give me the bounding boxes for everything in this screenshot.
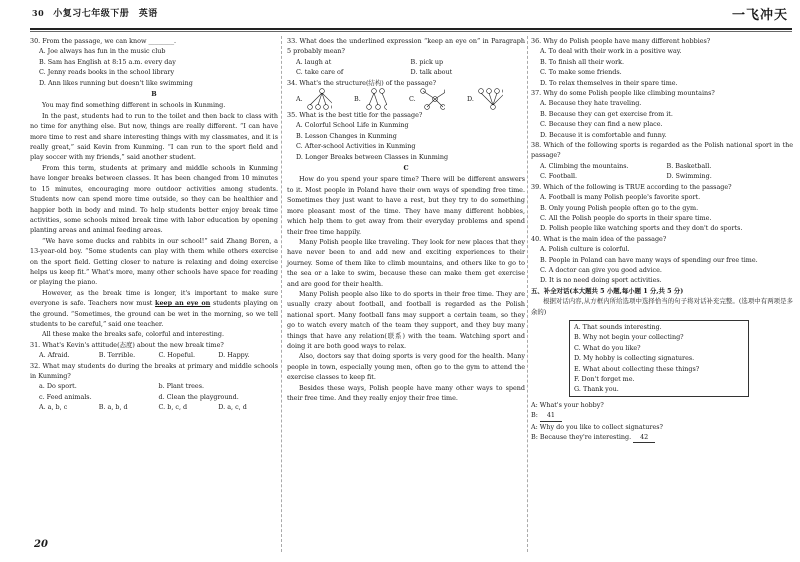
options-row bbox=[30, 402, 278, 412]
option: A. Climbing the mountains. bbox=[540, 161, 629, 170]
question-31: 31. What's Kevin's attitude(态度) about the new break time? bbox=[30, 340, 224, 349]
option-label: A. bbox=[296, 94, 303, 103]
dialog-line bbox=[531, 410, 793, 421]
options-row bbox=[287, 67, 525, 77]
options-row bbox=[287, 57, 525, 67]
text: students playing on the ground. “Sometimes, the ground can be wet in the morning, so we tell students to be careful,” said one teacher. bbox=[30, 299, 278, 328]
tree-diagram-b bbox=[363, 88, 387, 110]
options-row bbox=[531, 171, 793, 181]
option: C. After-school Activities in Kunming bbox=[296, 142, 416, 151]
option: D. Happy. bbox=[218, 351, 250, 360]
option: C. To make some friends. bbox=[540, 68, 622, 77]
question-40: 40. What is the main idea of the passage? bbox=[531, 234, 667, 243]
option: B. pick up bbox=[410, 57, 444, 66]
option: A. Polish culture is colorful. bbox=[540, 245, 630, 254]
option-label: D. bbox=[467, 94, 474, 103]
option: B. Because they can get exercise from it. bbox=[540, 109, 673, 118]
option: D. a, c, d bbox=[218, 403, 247, 412]
underlined-expression: keep an eye on bbox=[155, 299, 211, 308]
question-34: 34. What's the structure(结构) of the passage? bbox=[287, 78, 437, 87]
footer-page-number: 20 bbox=[34, 539, 48, 550]
item: c. Feed animals. bbox=[39, 392, 92, 401]
option: C. Football. bbox=[540, 172, 578, 181]
option: B. People in Poland can have many ways of spending our free time. bbox=[540, 255, 758, 264]
box-option: D. My hobby is collecting signatures. bbox=[574, 354, 695, 363]
options-row bbox=[531, 161, 793, 171]
items-row bbox=[30, 381, 278, 391]
option: C. All the Polish people do sports in their spare time. bbox=[540, 213, 712, 222]
option: B. Only young Polish people often go to the gym. bbox=[540, 203, 699, 212]
option: D. talk about bbox=[410, 68, 453, 77]
tree-diagram-a bbox=[305, 88, 332, 110]
column-right bbox=[531, 36, 793, 443]
question-39: 39. Which of the following is TRUE according to the passage? bbox=[531, 182, 732, 191]
question-35: 35. What is the best title for the passage? bbox=[287, 111, 423, 120]
question-36: 36. Why do Polish people have many different hobbies? bbox=[531, 37, 711, 45]
column-middle bbox=[287, 36, 525, 403]
item: b. Plant trees. bbox=[158, 382, 205, 391]
option: A. To deal with their work in a positive way. bbox=[540, 47, 682, 56]
option: A. a, b, c bbox=[39, 403, 68, 412]
option: B. a, b, d bbox=[98, 403, 128, 412]
option: D. To relax themselves in their spare time. bbox=[540, 78, 678, 87]
text: B: bbox=[531, 411, 540, 420]
page-number: 30 bbox=[32, 8, 45, 18]
dialog-line bbox=[531, 432, 793, 443]
paragraph: You may find something different in schools in Kunming. bbox=[42, 101, 226, 110]
option: D. Swimming. bbox=[666, 172, 712, 181]
column-divider bbox=[281, 36, 282, 552]
column-left bbox=[30, 36, 278, 413]
box-option: E. What about collecting these things? bbox=[574, 364, 700, 373]
question-32: 32. What may students do during the breaks at primary and middle schools in Kunming? bbox=[30, 361, 278, 380]
dialog-line: A: What's your hobby? bbox=[531, 400, 604, 409]
tree-diagram-d bbox=[476, 88, 503, 110]
option: C. Because they can find a new place. bbox=[540, 120, 663, 129]
box-option: A. That sounds interesting. bbox=[574, 322, 662, 331]
option: C. A doctor can give you good advice. bbox=[540, 265, 662, 274]
question-38: 38. Which of the following sports is regarded as the Polish national sport in the passage? bbox=[531, 141, 793, 160]
option: A. Football is many Polish people's favorite sport. bbox=[540, 193, 701, 202]
item: a. Do sport. bbox=[39, 382, 77, 391]
items-row bbox=[30, 392, 278, 402]
option: C. b, c, d bbox=[158, 403, 188, 412]
question-33: 33. What does the underlined expression “keep an eye on” in Paragraph 5 probably mean? bbox=[287, 37, 525, 56]
box-option: C. What do you like? bbox=[574, 343, 641, 352]
dialog-line: A: Why do you like to collect signatures? bbox=[531, 422, 663, 431]
text: B: Because they're interesting. bbox=[531, 433, 634, 442]
option: D. Because it is comfortable and funny. bbox=[540, 130, 667, 139]
option: A. laugh at bbox=[296, 57, 332, 66]
section-heading-c: C bbox=[403, 164, 409, 173]
option: D. Polish people like watching sports and they don't do sports. bbox=[540, 224, 743, 233]
running-header bbox=[32, 6, 158, 19]
option: B. Sam has English at 8:15 a.m. every day bbox=[39, 57, 176, 66]
paragraph: Many Polish people like traveling. They look for new places that they have never been to and add new and exciting experiences to their journey. Some of them like to climb mountains, and others like to go to the sea or a lake to swim, because these can make them get exercise and are good for their health. bbox=[287, 237, 525, 288]
option: B. Terrible. bbox=[98, 351, 136, 360]
paragraph: How do you spend your spare time? There will be different answers to it. Most people in Poland have their own ways of spending free time. Sometimes they just want to have a rest, but they try to do something more pleasant most of the time. They have many different hobbies, which help them to get away from their everyday problems and spend their free time happily. bbox=[287, 175, 525, 236]
options-row bbox=[30, 350, 278, 360]
column-divider bbox=[527, 36, 528, 552]
option-label: C. bbox=[408, 94, 416, 103]
text: However, as the break time is longer, it's important to make sure everyone is safe. Teachers now must bbox=[30, 288, 278, 308]
option: C. take care of bbox=[296, 68, 344, 77]
header-rule-thin bbox=[30, 31, 792, 32]
paragraph: From this term, students at primary and middle schools in Kunming have longer breaks between classes. It has been changed from 10 minutes to 15 minutes, encouraging more outdoor activities among students. Students now can spend more time outside, so they can be healthier and happier both in body and mind. To help students better enjoy break time activities, some schools mixed break time with labor education by opening planting areas and animal feeding areas. bbox=[30, 163, 278, 235]
structure-diagrams bbox=[287, 88, 525, 110]
option: A. Afraid. bbox=[39, 351, 70, 360]
section-5-instructions: 根据对话内容,从方框内所给选项中选择恰当的句子将对话补充完整。(选项中有两项是多余的) bbox=[531, 297, 793, 316]
option: C. Jenny reads books in the school library bbox=[39, 68, 175, 77]
option: D. Ann likes running but doesn't like swimming bbox=[39, 78, 193, 87]
answer-blank-42[interactable]: 42 bbox=[633, 432, 655, 443]
option: A. Joe always has fun in the music club bbox=[39, 47, 166, 56]
question-30: 30. From the passage, we can know ________. bbox=[30, 37, 177, 45]
paragraph: Besides these ways, Polish people have many other ways to spend their free time. And they really enjoy their free time. bbox=[287, 383, 525, 402]
option: B. Lesson Changes in Kunming bbox=[296, 131, 397, 140]
paragraph: Also, doctors say that doing sports is very good for the health. Many people in town, especially young men, often go to the gym to attend the exercise classes to keep fit. bbox=[287, 352, 525, 382]
option: B. To finish all their work. bbox=[540, 57, 625, 66]
box-option: B. Why not begin your collecting? bbox=[574, 333, 684, 342]
book-title: 小复习七年级下册 英语 bbox=[53, 9, 158, 19]
paragraph bbox=[30, 288, 278, 330]
option: B. Basketball. bbox=[666, 161, 712, 170]
option: D. It is no need doing sport activities. bbox=[540, 276, 662, 285]
paragraph: All these make the breaks safe, colorful and interesting. bbox=[42, 330, 225, 339]
option: C. Hopeful. bbox=[158, 351, 196, 360]
box-option: F. Don't forget me. bbox=[574, 375, 635, 383]
box-option: G. Thank you. bbox=[574, 385, 619, 394]
section-5-title: 五、补全对话(本大题共 5 小题,每小题 1 分,共 5 分) bbox=[531, 286, 684, 295]
options-box bbox=[569, 320, 749, 397]
option: A. Because they hate traveling. bbox=[540, 99, 642, 108]
option-label: B. bbox=[354, 94, 361, 103]
item: d. Clean the playground. bbox=[158, 392, 239, 401]
paragraph: “We have some ducks and rabbits in our school!” said Zhang Boren, a 13-year-old boy. “Some students can play with them while others exercise on the sport field. Getting closer to nature is relaxing and doing exercise helps us keep fit.” What's more, many other schools have space for reading or playing the piano. bbox=[30, 236, 278, 287]
tree-diagram-c bbox=[418, 88, 445, 110]
paragraph: In the past, students had to run to the toilet and then back to class with no time for anything else. But now, things are really different. “I can have more time to rest and share interesting things with my classmates, and it is really great,” said Kevin from Kunming. “I can run to the sport field and play soccer with my friends,” said another student. bbox=[30, 111, 278, 162]
option: D. Longer Breaks between Classes in Kunming bbox=[296, 152, 449, 161]
answer-blank-41[interactable]: 41 bbox=[540, 410, 562, 421]
header-rule bbox=[30, 28, 792, 30]
question-37: 37. Why do some Polish people like climbing mountains? bbox=[531, 89, 715, 98]
option: A. Colorful School Life in Kunming bbox=[296, 121, 409, 130]
brand-logo: 一飞冲天 bbox=[731, 8, 788, 23]
paragraph: Many Polish people also like to do sports in their free time. They are usually crazy about football, and football is regarded as the Polish national sport. Many football fans may support a certain team, so they go to watch every match of the team they support, and they buy many things that have any relation(联系) with the team. Watching sport and doing it are both good ways to relax. bbox=[287, 289, 525, 350]
section-heading-b: B bbox=[151, 90, 157, 99]
